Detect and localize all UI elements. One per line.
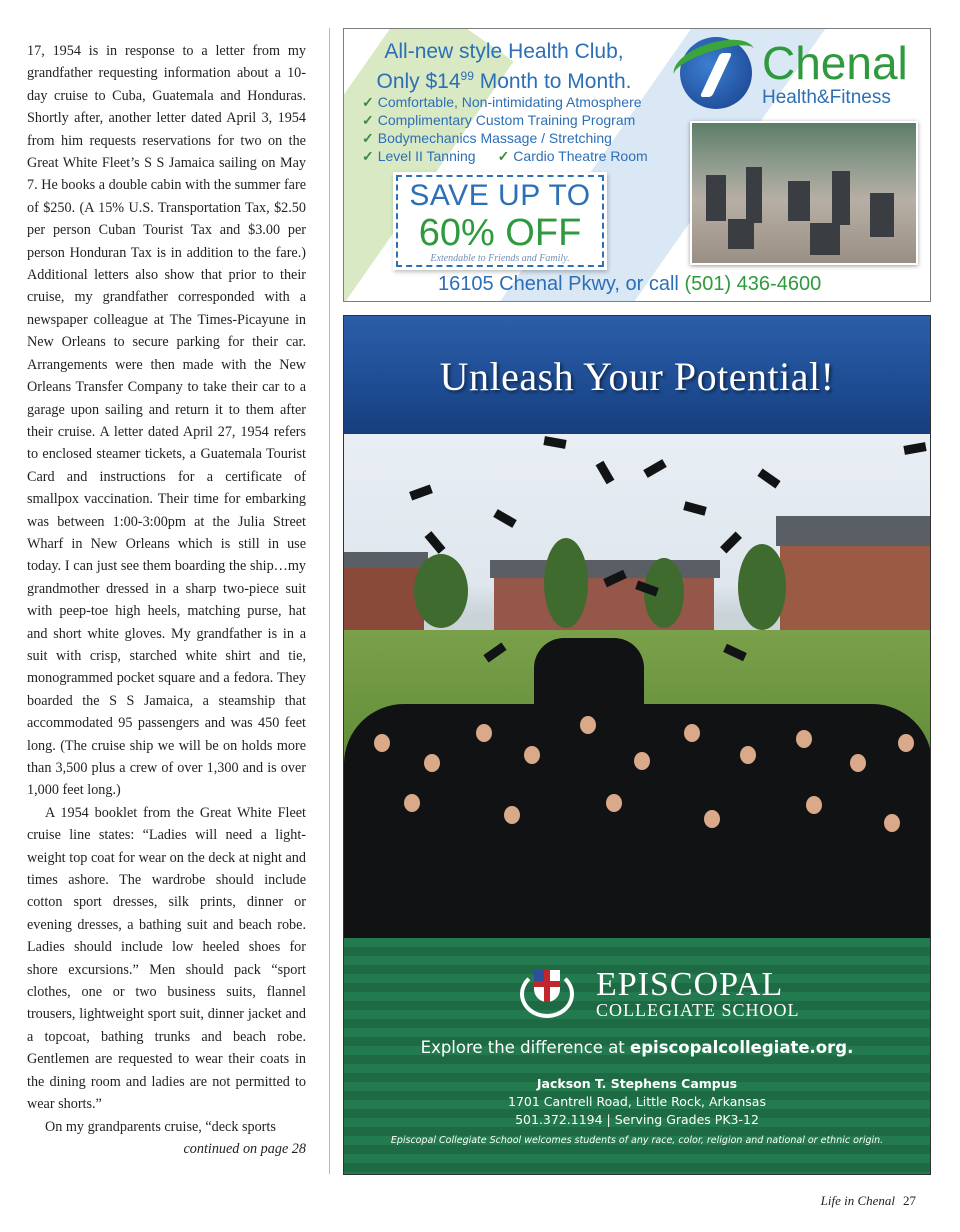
graduate-face bbox=[898, 734, 914, 752]
checkmark-icon: ✓ bbox=[362, 130, 374, 146]
price-cents: 99 bbox=[460, 69, 474, 83]
chenal-headline bbox=[364, 39, 644, 94]
school-phone: 501.372.1194 | Serving Grades PK3-12 bbox=[515, 1112, 759, 1127]
explore-line bbox=[344, 1038, 930, 1057]
graduate-face bbox=[476, 724, 492, 742]
coupon-save-text: SAVE UP TO bbox=[409, 179, 591, 212]
graduation-cap bbox=[720, 532, 742, 554]
graduate-face bbox=[850, 754, 866, 772]
ad-banner bbox=[344, 316, 930, 434]
shield-canton bbox=[534, 970, 544, 981]
discount-coupon bbox=[396, 175, 604, 267]
graduate-face bbox=[806, 796, 822, 814]
graduate-face bbox=[424, 754, 440, 772]
shield-cross-horizontal bbox=[534, 981, 560, 987]
chenal-address bbox=[438, 273, 821, 296]
feature-list bbox=[362, 93, 648, 165]
feature-item bbox=[362, 147, 648, 165]
page-number: 27 bbox=[903, 1193, 916, 1208]
gym-machine bbox=[788, 181, 810, 221]
building-roof bbox=[344, 552, 428, 568]
price-text: Only $14 bbox=[376, 70, 461, 93]
feature-item bbox=[362, 129, 648, 147]
coupon-percent: 60% OFF bbox=[418, 212, 582, 254]
tree bbox=[738, 544, 786, 630]
article-column bbox=[27, 40, 306, 1160]
school-website: episcopalcollegiate.org. bbox=[630, 1038, 854, 1057]
building bbox=[780, 544, 930, 636]
chenal-logo-icon bbox=[680, 37, 752, 109]
feature-label: Level II Tanning bbox=[377, 148, 476, 164]
graduation-cap bbox=[596, 461, 615, 485]
headline-line-1: All-new style Health Club, bbox=[384, 40, 624, 63]
gym-machine bbox=[832, 171, 850, 225]
nondiscrimination-notice: Episcopal Collegiate School welcomes students of any race, color, religion and national or ethnic origin. bbox=[390, 1135, 884, 1146]
ad-headline: Unleash Your Potential! bbox=[439, 354, 835, 399]
chenal-brand: Chenal bbox=[762, 37, 908, 89]
feature-item bbox=[362, 111, 648, 129]
checkmark-icon: ✓ bbox=[497, 148, 510, 164]
graduate-face bbox=[504, 806, 520, 824]
feature-label: Comfortable, Non-intimidating Atmosphere bbox=[377, 94, 642, 110]
column-divider bbox=[329, 28, 330, 1174]
graduates-crowd bbox=[344, 704, 930, 938]
chenal-brand-sub: Health&Fitness bbox=[762, 87, 891, 108]
feature-item-tanning bbox=[362, 147, 476, 165]
graduate-face bbox=[740, 746, 756, 764]
tree bbox=[544, 538, 588, 628]
checkmark-icon: ✓ bbox=[362, 94, 374, 110]
graduate-face bbox=[524, 746, 540, 764]
graduate-face bbox=[580, 716, 596, 734]
magazine-name: Life in Chenal bbox=[820, 1193, 895, 1208]
school-crest-icon bbox=[516, 966, 578, 1020]
tree bbox=[414, 554, 468, 628]
coupon-note: Extendable to Friends and Family. bbox=[430, 253, 570, 264]
article-paragraph: On my grandparents cruise, “deck sports bbox=[45, 1118, 276, 1135]
graduate-face bbox=[404, 794, 420, 812]
graduate-face bbox=[884, 814, 900, 832]
feature-item-cardio bbox=[498, 147, 648, 165]
gym-machine bbox=[870, 193, 894, 237]
page-folio bbox=[821, 1193, 916, 1209]
gym-machine bbox=[728, 219, 754, 249]
graduation-cap bbox=[409, 485, 433, 501]
phone-number: (501) 436-4600 bbox=[684, 273, 822, 295]
building-roof bbox=[776, 516, 930, 546]
feature-label: Cardio Theatre Room bbox=[513, 148, 648, 164]
school-name: EPISCOPAL bbox=[596, 966, 784, 1003]
graduate-face bbox=[606, 794, 622, 812]
graduation-cap bbox=[493, 509, 517, 528]
school-name-sub: COLLEGIATE SCHOOL bbox=[596, 1000, 800, 1020]
gym-photo bbox=[690, 121, 918, 265]
graduate-face bbox=[374, 734, 390, 752]
episcopal-ad bbox=[343, 315, 931, 1175]
graduation-cap bbox=[903, 442, 926, 455]
graduation-cap bbox=[683, 501, 707, 515]
graduation-cap bbox=[757, 469, 780, 489]
article-paragraph: A 1954 booklet from the Great White Fleet cruise line states: “Ladies will need a light-weight top coat for wear on the deck at night and times ashore. The wardrobe should include cotton sport dresses, silk prints, dinner or evening dresses, a bathing suit and beach robe. Ladies should include low heeled shoes for shore excursions.” Men should pack “sport clothes, one or two business suits, flannel trousers, lightweight sport suit, dinner jacket and a topcoat, bathing trunks and beach robe. Gentlemen are requested to wear their coats in the dining room and ladies are not permitted to wear shorts.” bbox=[27, 804, 306, 1113]
school-address: 1701 Cantrell Road, Little Rock, Arkansas bbox=[508, 1094, 766, 1109]
address-text: 16105 Chenal Pkwy, or call bbox=[438, 273, 685, 295]
graduate-face bbox=[684, 724, 700, 742]
feature-label: Complimentary Custom Training Program bbox=[377, 112, 636, 128]
building bbox=[344, 564, 424, 634]
graduate-face bbox=[634, 752, 650, 770]
feature-item bbox=[362, 93, 648, 111]
headline-line-2 bbox=[364, 64, 644, 94]
chenal-ad bbox=[343, 28, 931, 302]
ad-footer bbox=[344, 938, 930, 1175]
explore-text: Explore the difference at bbox=[420, 1038, 631, 1057]
article-paragraph: 17, 1954 is in response to a letter from my grandfather requesting information about a 10-day cruise to Cuba, Guatemala and Honduras. Shortly after, another letter dated April 3, 1954 from him requests reservations for two on the Great White Fleet’s S S Jamaica sailing on May 7. He books a double cabin with the summer fare of $250. (A 15% U.S. Transportation Tax, $2.50 per person Cuban Tourist Tax and $3.00 per person Honduran Tax is in addition to the fare.) Additional letters also show that prior to their cruise, my grandfather corresponded with a newspaper colleague at The Times-Picayune in New Orleans to secure parking for their car. Arrangements were then made with the New Orleans Transfer Company to take their car to a garage upon sailing and return it to them after their cruise. A letter dated April 27, 1954 refers to enclosed steamer tickets, a Guatemala Tourist Card and instructions for a certificate of smallpox vaccination. Their time for embarking was between 1:00-3:00pm at the Julia Street Wharf in New Orleans which is still in use today. I can just see them boarding the ship…my grandmother dressed in a sharp two-piece suit with peep-toe high heels, matching purse, hat and short white gloves. My grandfather is in a suit with crisp, starched white shirt and tie, monogrammed pocket square and a fedora. They boarded the S S Jamaica, a steamship that accommodated 95 passengers and was 450 feet long. (The cruise ship we will be on holds more than 3,500 plus a crew of over 1,300 and is over 1,000 feet long.) bbox=[27, 43, 306, 799]
graduates-crowd bbox=[534, 638, 644, 718]
graduate-face bbox=[704, 810, 720, 828]
continued-line: continued on page 28 bbox=[183, 1140, 306, 1157]
crest-shield bbox=[534, 970, 560, 1002]
graduation-cap bbox=[643, 459, 667, 478]
gym-machine bbox=[706, 175, 726, 221]
checkmark-icon: ✓ bbox=[362, 112, 374, 128]
feature-label: Bodymechanics Massage / Stretching bbox=[377, 130, 612, 146]
graduation-photo bbox=[344, 434, 930, 938]
campus-name: Jackson T. Stephens Campus bbox=[536, 1076, 738, 1091]
checkmark-icon: ✓ bbox=[362, 148, 374, 164]
price-period: Month to Month. bbox=[473, 70, 632, 93]
gym-machine bbox=[746, 167, 762, 223]
building-roof bbox=[490, 560, 720, 578]
graduate-face bbox=[796, 730, 812, 748]
graduation-cap bbox=[424, 531, 445, 554]
graduation-cap bbox=[543, 436, 566, 449]
gym-machine bbox=[810, 223, 840, 255]
